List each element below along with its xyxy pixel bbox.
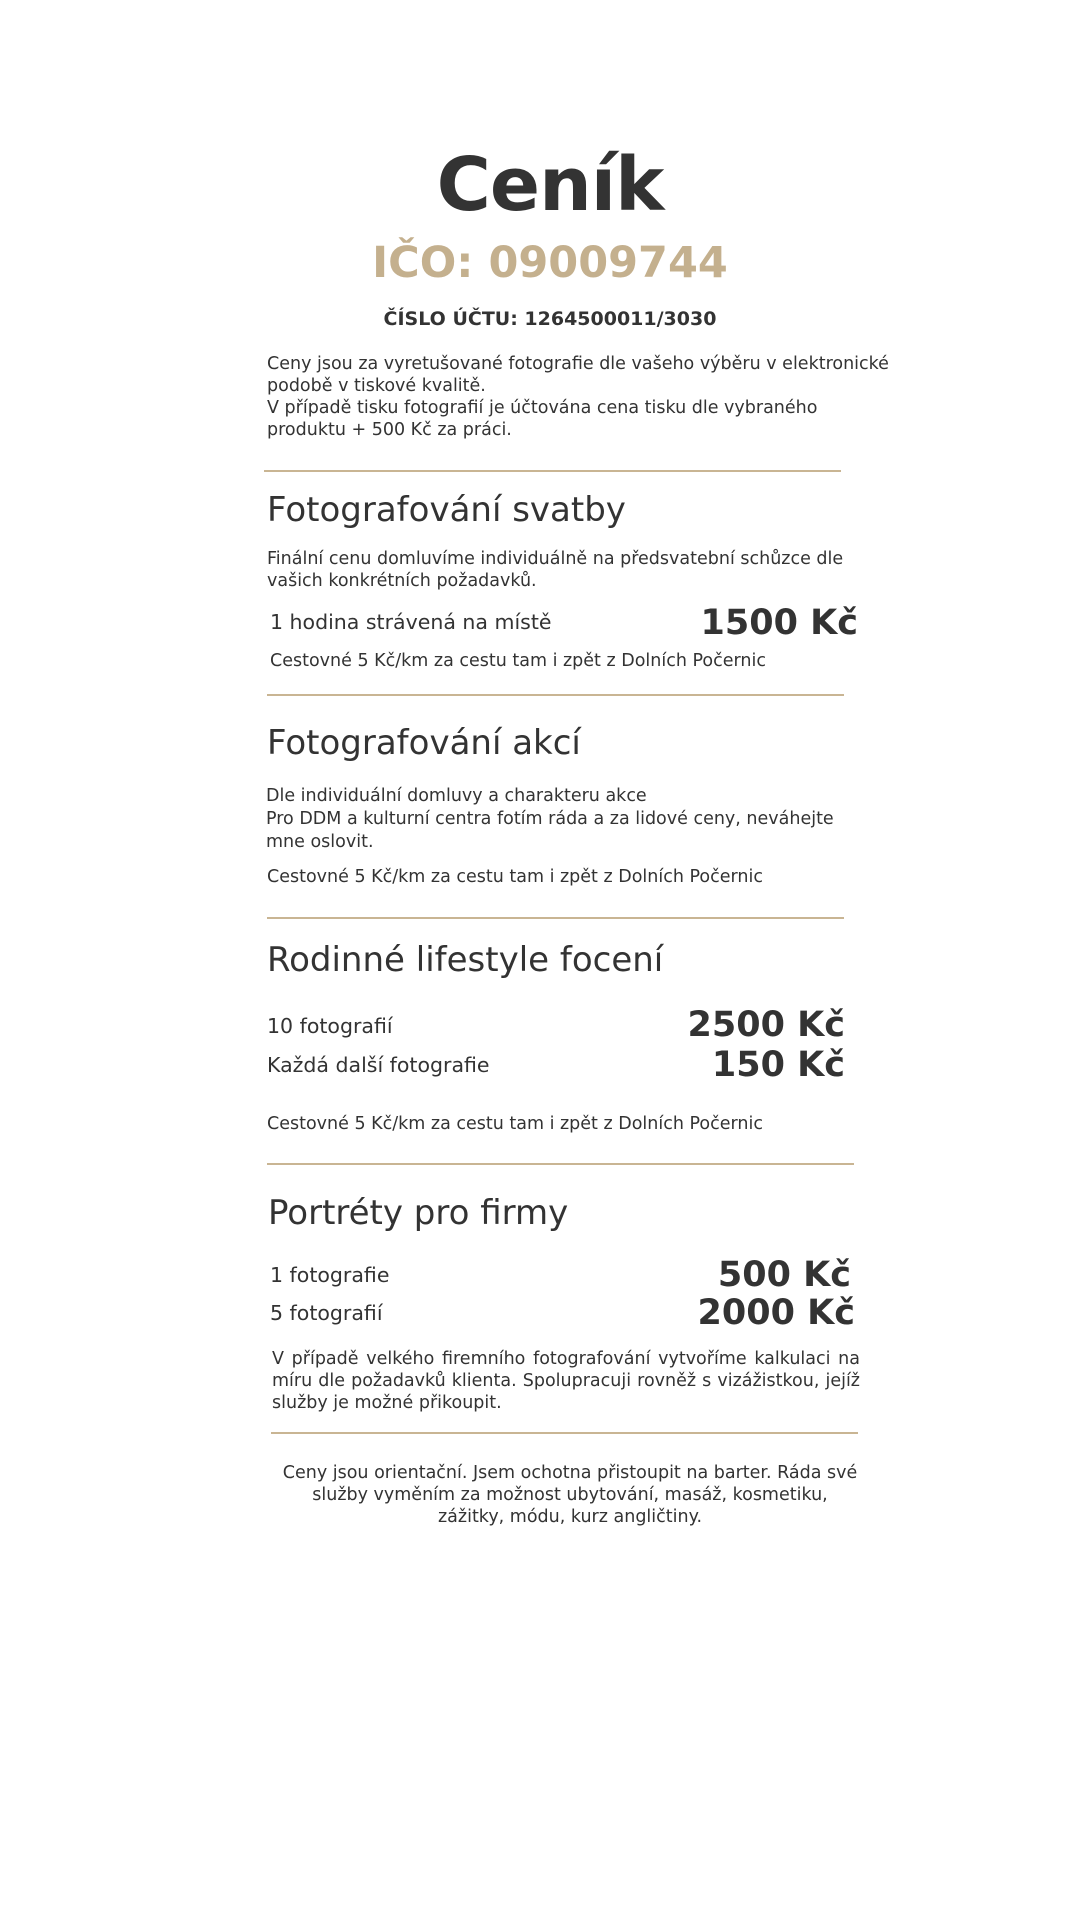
account-number: ČÍSLO ÚČTU: 1264500011/3030	[383, 308, 717, 330]
wedding-travel-note: Cestovné 5 Kč/km za cestu tam i zpět z Dolních Počernic	[270, 651, 766, 671]
description-line: Finální cenu domluvíme individuálně na předsvatební schůzce dle	[267, 549, 844, 569]
wedding-description	[267, 548, 887, 592]
section-title-family: Rodinné lifestyle focení	[267, 940, 664, 980]
corporate-price-label: 1 fotografie	[270, 1263, 390, 1287]
divider	[267, 1163, 854, 1165]
divider	[267, 917, 844, 919]
divider	[267, 694, 844, 696]
description-line: vašich konkrétních požadavků.	[267, 571, 537, 591]
intro-line: produktu + 500 Kč za práci.	[267, 420, 512, 440]
family-price: 2500 Kč	[687, 1005, 845, 1045]
family-travel-note: Cestovné 5 Kč/km za cestu tam i zpět z Dolních Počernic	[267, 1114, 763, 1134]
intro-line: V případě tisku fotografií je účtována cena tisku dle vybraného	[267, 398, 818, 418]
section-title-wedding: Fotografování svatby	[267, 490, 626, 530]
corporate-price-label: 5 fotografií	[270, 1301, 383, 1325]
events-travel-note: Cestovné 5 Kč/km za cestu tam i zpět z Dolních Počernic	[267, 867, 763, 887]
wedding-price-label: 1 hodina strávená na místě	[270, 610, 552, 634]
section-title-corporate: Portréty pro firmy	[268, 1193, 569, 1233]
intro-line: podobě v tiskové kvalitě.	[267, 376, 486, 396]
corporate-price: 500 Kč	[717, 1255, 851, 1295]
wedding-price: 1500 Kč	[700, 603, 858, 643]
description-line: mne oslovit.	[266, 832, 374, 852]
events-description	[266, 785, 886, 854]
ico-number: IČO: 09009744	[372, 238, 728, 288]
corporate-note: V případě velkého firemního fotografování vytvoříme kalkulaci na míru dle požadavků klienta. Spolupracuji rovněž s vizážistkou, jejíž služby je možné přikoupit.	[272, 1349, 860, 1413]
divider	[271, 1432, 858, 1434]
intro-text	[267, 353, 897, 441]
description-line: Dle individuální domluvy a charakteru akce	[266, 786, 647, 806]
page-title: Ceník	[436, 142, 664, 228]
intro-line: Ceny jsou za vyretušované fotografie dle vašeho výběru v elektronické	[267, 354, 889, 374]
corporate-price: 2000 Kč	[697, 1293, 855, 1333]
family-price-label: 10 fotografií	[267, 1014, 393, 1038]
divider	[264, 470, 841, 472]
section-title-events: Fotografování akcí	[267, 723, 581, 763]
family-price: 150 Kč	[711, 1045, 845, 1085]
family-price-label: Každá další fotografie	[267, 1053, 490, 1077]
description-line: Pro DDM a kulturní centra fotím ráda a za lidové ceny, neváhejte	[266, 809, 834, 829]
footer-note: Ceny jsou orientační. Jsem ochotna přistoupit na barter. Ráda své služby vyměním za možnost ubytování, masáž, kosmetiku, zážitky, módu, kurz angličtiny.	[282, 1463, 858, 1527]
